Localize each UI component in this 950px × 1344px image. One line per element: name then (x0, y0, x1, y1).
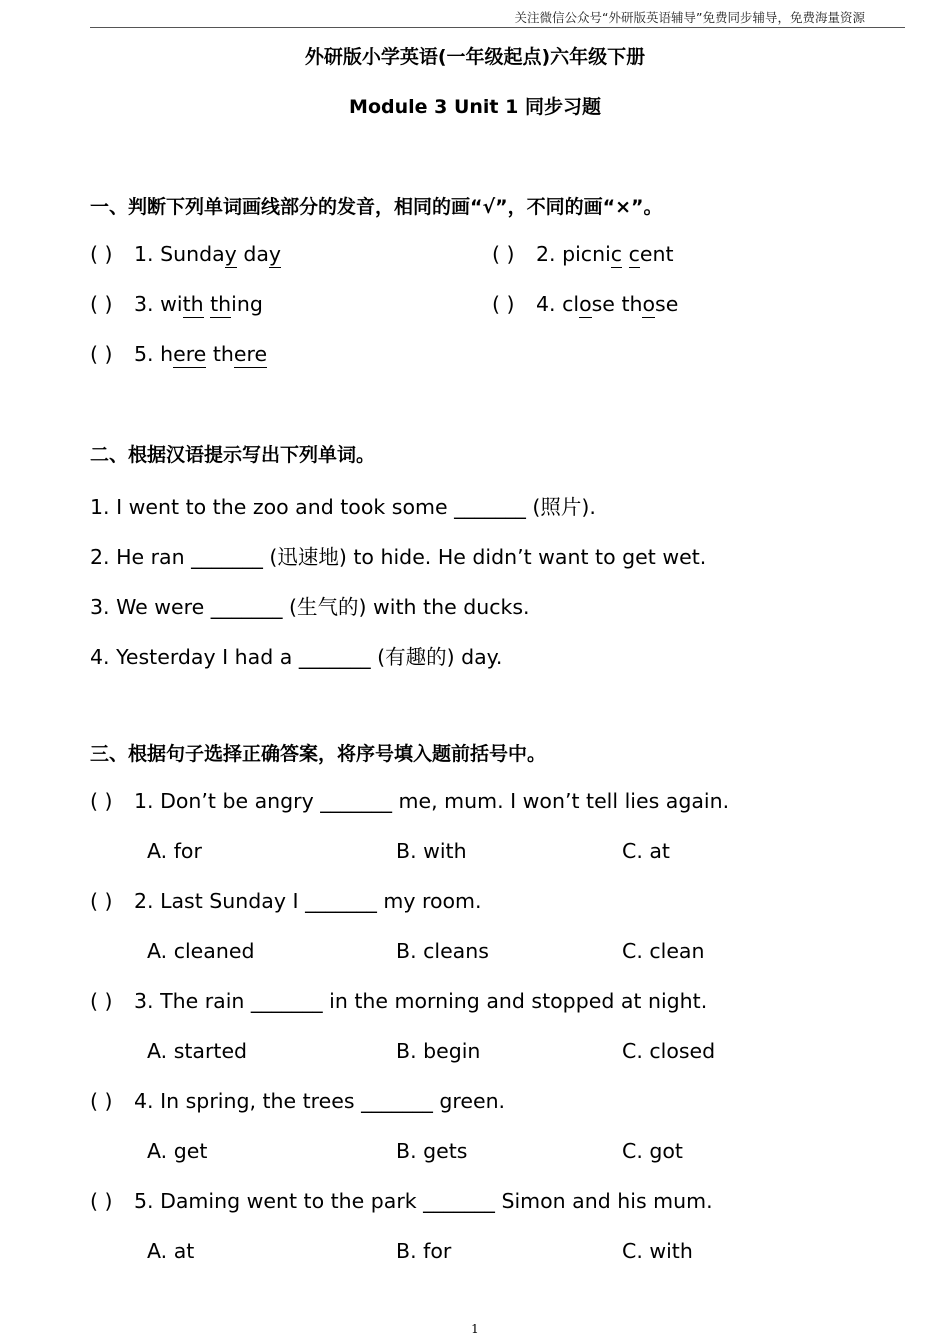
choice-question-4 (90, 1089, 505, 1113)
option-b: B. for (396, 1239, 452, 1263)
word-2 (243, 242, 281, 268)
answer-paren[interactable]: ( ) (90, 292, 113, 316)
answer-paren[interactable]: ( ) (90, 989, 113, 1013)
answer-paren[interactable]: ( ) (90, 889, 113, 913)
word-2-underlined: th (210, 292, 232, 316)
question-text: 4. In spring, the trees _______ green. (134, 1089, 506, 1113)
section1-heading: 一、判断下列单词画线部分的发音，相同的画“√”，不同的画“×”。 (90, 196, 663, 218)
word-1-part: picni (562, 242, 611, 266)
answer-paren[interactable]: ( ) (492, 292, 515, 316)
item-number: 1. (134, 242, 154, 266)
choice-question-2 (90, 889, 482, 913)
question-text: 1. Don’t be angry _______ me, mum. I won’t tell lies again. (134, 789, 730, 813)
word-1-underlined: th (182, 292, 204, 316)
header-divider (90, 27, 905, 28)
phonics-item-3 (90, 292, 263, 316)
option-b: B. with (396, 839, 467, 863)
word-2 (210, 292, 263, 318)
document-title: 外研版小学英语(一年级起点)六年级下册 (304, 46, 646, 68)
choice-question-3 (90, 989, 707, 1013)
word-1 (160, 292, 204, 318)
word-1 (160, 342, 206, 368)
fill-word-item-1: 1. I went to the zoo and took some _______ (照片). (90, 495, 596, 519)
word-1-underlined: c (610, 242, 623, 266)
option-b: B. gets (396, 1139, 468, 1163)
word-1 (562, 242, 622, 268)
option-b: B. cleans (396, 939, 489, 963)
item-number: 5. (134, 342, 154, 366)
item-number: 2. (536, 242, 556, 266)
word-2-underlined: ere (233, 342, 268, 366)
word-1-part: Sunda (160, 242, 225, 266)
option-c: C. with (622, 1239, 693, 1263)
answer-paren[interactable]: ( ) (90, 342, 113, 366)
item-number: 4. (536, 292, 556, 316)
option-a: A. at (147, 1239, 195, 1263)
word-1-part: h (160, 342, 174, 366)
choice-question-5 (90, 1189, 713, 1213)
answer-paren[interactable]: ( ) (90, 1189, 113, 1213)
option-b: B. begin (396, 1039, 481, 1063)
option-a: A. for (147, 839, 202, 863)
option-a: A. cleaned (147, 939, 255, 963)
question-text: 2. Last Sunday I _______ my room. (134, 889, 482, 913)
word-1-part: se (591, 292, 615, 316)
word-2-part: th (212, 342, 234, 366)
option-c: C. closed (622, 1039, 716, 1063)
option-c: C. got (622, 1139, 683, 1163)
word-1-underlined: o (579, 292, 592, 316)
word-1 (160, 242, 237, 268)
option-a: A. get (147, 1139, 208, 1163)
phonics-item-1 (90, 242, 281, 266)
word-1-underlined: ere (173, 342, 207, 366)
word-2-underlined: o (642, 292, 656, 316)
word-2-part: ent (639, 242, 674, 266)
section3-heading: 三、根据句子选择正确答案，将序号填入题前括号中。 (90, 743, 547, 765)
word-2 (213, 342, 267, 368)
word-2-underlined: c (628, 242, 640, 266)
header-note: 关注微信公众号“外研版英语辅导”免费同步辅导，免费海量资源 (514, 10, 865, 25)
word-2-underlined: y (268, 242, 282, 266)
word-2-part: ing (231, 292, 263, 316)
answer-paren[interactable]: ( ) (90, 242, 113, 266)
word-1-part: cl (562, 292, 580, 316)
word-1 (562, 292, 615, 318)
answer-paren[interactable]: ( ) (90, 1089, 113, 1113)
word-2-part: da (243, 242, 269, 266)
answer-paren[interactable]: ( ) (492, 242, 515, 266)
phonics-item-5 (90, 342, 267, 366)
word-2-part: th (621, 292, 643, 316)
option-c: C. at (622, 839, 670, 863)
word-2 (629, 242, 674, 268)
option-a: A. started (147, 1039, 248, 1063)
option-c: C. clean (622, 939, 705, 963)
document-subtitle: Module 3 Unit 1 同步习题 (349, 96, 601, 118)
fill-word-item-2: 2. He ran _______ (迅速地) to hide. He didn’t want to get wet. (90, 545, 707, 569)
page-number: 1 (471, 1322, 479, 1336)
question-text: 3. The rain _______ in the morning and stopped at night. (134, 989, 708, 1013)
word-1-underlined: y (224, 242, 237, 266)
fill-word-item-3: 3. We were _______ (生气的) with the ducks. (90, 595, 530, 619)
phonics-item-2 (492, 242, 674, 266)
fill-word-item-4: 4. Yesterday I had a _______ (有趣的) day. (90, 645, 503, 669)
answer-paren[interactable]: ( ) (90, 789, 113, 813)
item-number: 3. (134, 292, 154, 316)
choice-question-1 (90, 789, 729, 813)
word-2-part: se (655, 292, 679, 316)
question-text: 5. Daming went to the park _______ Simon and his mum. (134, 1189, 713, 1213)
word-1-part: wi (160, 292, 183, 316)
word-2 (621, 292, 678, 318)
phonics-item-4 (492, 292, 678, 316)
section2-heading: 二、根据汉语提示写出下列单词。 (90, 444, 376, 466)
